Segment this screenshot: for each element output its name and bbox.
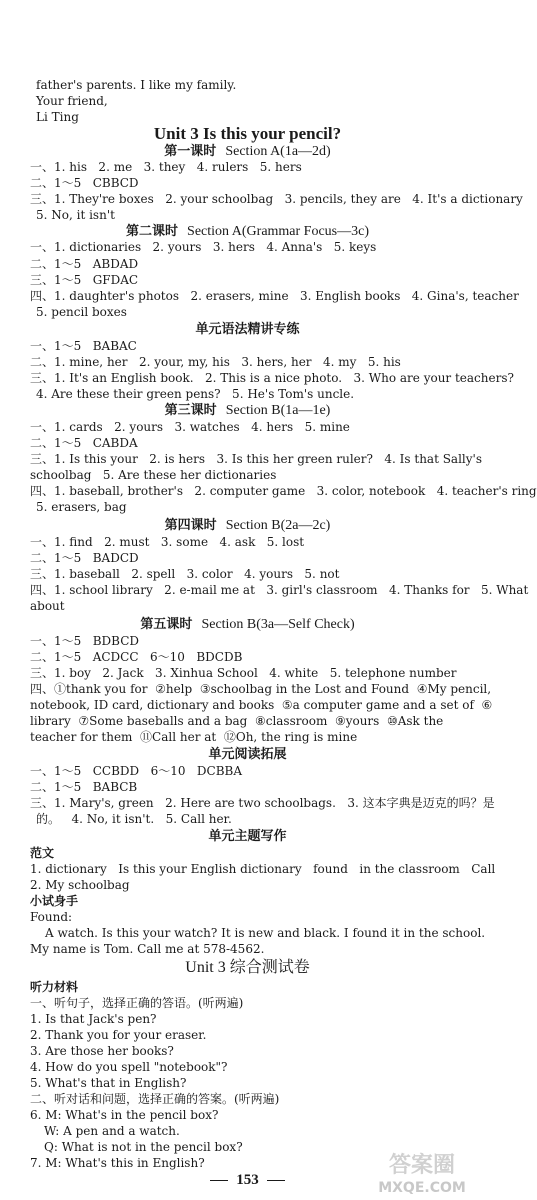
answer-line: schoolbag 5. Are these her dictionaries (30, 468, 277, 482)
test-line: 4. How do you spell "notebook"? (30, 1060, 228, 1074)
answer-line: 二、1～5 ABDAD (30, 257, 139, 271)
answer-line: 三、1. They're boxes 2. your schoolbag 3. pencils, they are 4. It's a dictionary (30, 192, 523, 206)
test-line: 一、听句子，选择正确的答语。(听两遍) (30, 996, 244, 1010)
answer-line: about (30, 599, 65, 613)
answer-line: 一、1～5 BDBCD (30, 634, 139, 648)
watermark-logo (357, 1150, 487, 1198)
listening-label: 听力材料 (30, 980, 79, 994)
test-line: 5. What's that in English? (30, 1076, 187, 1090)
answer-line: 一、1. dictionaries 2. yours 3. hers 4. Anna's 5. keys (30, 240, 377, 254)
lesson-heading: 第五课时 Section B(3a—Self Check) (140, 617, 355, 632)
answer-line: 三、1～5 GFDAC (30, 273, 139, 287)
section-heading: 单元阅读拓展 (208, 747, 287, 762)
test-line: 7. M: What's this in English? (30, 1156, 205, 1170)
test-line: 1. Is that Jack's pen? (30, 1012, 157, 1026)
answer-line: 四、1. daughter's photos 2. erasers, mine 3. English books 4. Gina's, teacher (30, 289, 519, 303)
answer-line: 三、1. boy 2. Jack 3. Xinhua School 4. white 5. telephone number (30, 666, 457, 680)
answer-line: 二、1～5 ACDCC 6～10 BDCDB (30, 650, 243, 664)
letter-line: Your friend, (36, 94, 108, 108)
lesson-heading: 第一课时 Section A(1a—2d) (164, 144, 331, 159)
test-line: 二、听对话和问题，选择正确的答案。(听两遍) (30, 1092, 280, 1106)
lesson-heading: 第三课时 Section B(1a—1e) (164, 403, 331, 418)
practice-label: 小试身手 (30, 894, 79, 908)
answer-line: 一、1. cards 2. yours 3. watches 4. hers 5. mine (30, 420, 350, 434)
test-line: W: A pen and a watch. (44, 1124, 180, 1138)
answer-line: 二、1～5 CABDA (30, 436, 138, 450)
answer-line: teacher for them ⑪Call her at ⑫Oh, the ring is mine (30, 730, 358, 744)
unit-title: Unit 3 Is this your pencil? (153, 124, 342, 143)
answer-line: 二、1～5 BADCD (30, 551, 139, 565)
test-line: 6. M: What's in the pencil box? (30, 1108, 219, 1122)
lesson-heading: 第四课时 Section B(2a—2c) (164, 518, 331, 533)
answer-line: A watch. Is this your watch? It is new and black. I found it in the school. (45, 926, 486, 940)
answer-line: 三、1. It's an English book. 2. This is a nice photo. 3. Who are your teachers? (30, 371, 514, 385)
answer-line: 一、1. find 2. must 3. some 4. ask 5. lost (30, 535, 305, 549)
lesson-heading: 第二课时 Section A(Grammar Focus—3c) (125, 224, 370, 239)
answer-line: notebook, ID card, dictionary and books ⑤a computer game and a set of ⑥ (30, 698, 493, 712)
answer-line: 四、①thank you for ②help ③schoolbag in the Lost and Found ④My pencil, (30, 682, 492, 696)
answer-line: 的。 4. No, it isn't. 5. Call her. (36, 812, 232, 826)
test-line: Q: What is not in the pencil box? (44, 1140, 243, 1154)
answer-line: 4. Are these their green pens? 5. He's Tom's uncle. (36, 387, 355, 401)
page-number: 153 (0, 1172, 495, 1189)
answer-line: 1. dictionary Is this your English dictionary found in the classroom Call (30, 862, 496, 876)
answer-line: 三、1. Mary's, green 2. Here are two schoolbags. 3. 这本字典是迈克的吗？是 (30, 796, 495, 810)
answer-line: 5. pencil boxes (36, 305, 127, 319)
answer-line: 5. No, it isn't (36, 208, 115, 222)
answer-line: 二、1～5 CBBCD (30, 176, 139, 190)
answer-line: 一、1. his 2. me 3. they 4. rulers 5. hers (30, 160, 302, 174)
answer-line: Found: (30, 910, 73, 924)
test-line: 3. Are those her books? (30, 1044, 174, 1058)
answer-line: 三、1. Is this your 2. is hers 3. Is this her green ruler? 4. Is that Sally's (30, 452, 482, 466)
answer-line: 四、1. school library 2. e-mail me at 3. girl's classroom 4. Thanks for 5. What (30, 583, 529, 597)
answer-line: 二、1～5 BABCB (30, 780, 138, 794)
model-label: 范文 (30, 846, 55, 860)
letter-line: father's parents. I like my family. (36, 78, 237, 92)
section-heading: 单元主题写作 (208, 829, 287, 844)
letter-line: Li Ting (36, 110, 79, 124)
svg-text:答案圈: 答案圈 (388, 1153, 456, 1178)
answer-line: 四、1. baseball, brother's 2. computer game 3. color, notebook 4. teacher's ring (30, 484, 537, 498)
test-line: 2. Thank you for your eraser. (30, 1028, 207, 1042)
answer-line: 2. My schoolbag (30, 878, 130, 892)
svg-text:MXQE.COM: MXQE.COM (378, 1180, 466, 1196)
test-title: Unit 3 综合测试卷 (185, 959, 310, 976)
answer-line: 三、1. baseball 2. spell 3. color 4. yours 5. not (30, 567, 340, 581)
answer-line: 一、1～5 CCBDD 6～10 DCBBA (30, 764, 243, 778)
answer-line: 二、1. mine, her 2. your, my, his 3. hers, her 4. my 5. his (30, 355, 401, 369)
section-heading: 单元语法精讲专练 (195, 322, 300, 337)
answer-line: 5. erasers, bag (36, 500, 127, 514)
answer-line: 一、1～5 BABAC (30, 339, 137, 353)
answer-line: library ⑦Some baseballs and a bag ⑧classroom ⑨yours ⑩Ask the (30, 714, 444, 728)
answer-line: My name is Tom. Call me at 578-4562. (30, 942, 265, 956)
